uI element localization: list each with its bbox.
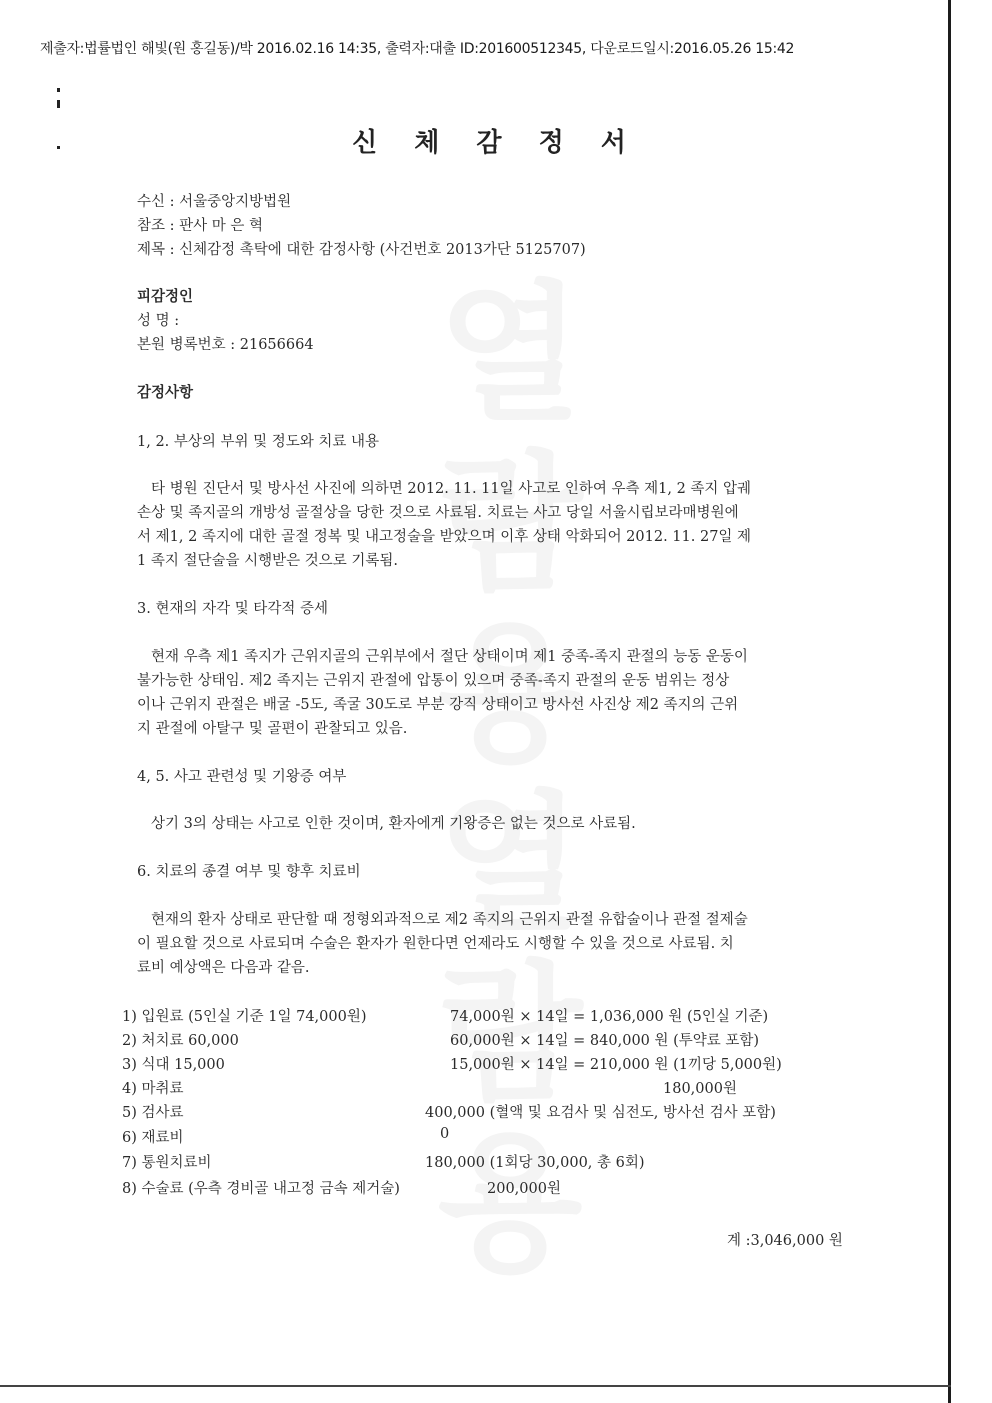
fee-item-label: 8) 수술료 (우측 경비골 내고정 금속 제거술)	[122, 1181, 400, 1197]
fee-item-calc: 200,000원	[487, 1181, 561, 1197]
paragraph-line: 서 제1, 2 족지에 대한 골절 정복 및 내고정술을 받았으며 이후 상태 악화되어 2012. 11. 27일 제	[137, 529, 752, 545]
section-heading: 4, 5. 사고 관련성 및 기왕증 여부	[137, 769, 347, 785]
submission-header-stamp: 제출자:법률법인 해빛(원 홍길동)/박 2016.02.16 14:35, 출력자:대출 ID:201600512345, 다운로드일시:2016.05.26 15:42	[40, 41, 795, 57]
paragraph-line: 상기 3의 상태는 사고로 인한 것이며, 환자에게 기왕증은 없는 것으로 사료됨.	[151, 816, 636, 832]
paragraph-line: 이 필요할 것으로 사료되며 수술은 환자가 원한다면 언제라도 시행할 수 있을 것으로 사료됨. 치	[137, 936, 734, 952]
reference-line: 참조 : 판사 마 은 혁	[137, 218, 263, 234]
fee-item-label: 2) 처치료 60,000	[122, 1033, 239, 1049]
fee-item-calc: 15,000원 × 14일 = 210,000 원 (1끼당 5,000원)	[450, 1057, 782, 1073]
paragraph-line: 손상 및 족지골의 개방성 골절상을 당한 것으로 사료됨. 치료는 사고 당일 서울시립보라매병원에	[137, 505, 739, 521]
paragraph-line: 타 병원 진단서 및 방사선 사진에 의하면 2012. 11. 11일 사고로 인하여 우측 제1, 2 족지 압궤	[151, 481, 752, 497]
fee-item-calc: 180,000원	[663, 1081, 737, 1097]
section-paragraph	[137, 477, 751, 573]
paragraph-line: 현재 우측 제1 족지가 근위지골의 근위부에서 절단 상태이며 제1 중족-족지 관절의 능동 운동이	[151, 649, 748, 665]
watermark-char	[438, 280, 583, 430]
section-heading: 1, 2. 부상의 부위 및 정도와 치료 내용	[137, 434, 380, 450]
total-amount: 계 :3,046,000 원	[727, 1233, 843, 1249]
fee-item-calc: 0	[440, 1126, 450, 1142]
fee-item-label: 1) 입원료 (5인실 기준 1일 74,000원)	[122, 1009, 367, 1025]
document-title: 신 체 감 정 서	[352, 128, 640, 158]
fee-item-calc: 60,000원 × 14일 = 840,000 원 (투약료 포함)	[450, 1033, 760, 1049]
scan-edge-bottom	[0, 1385, 951, 1387]
paragraph-line: 료비 예상액은 다음과 같음.	[137, 960, 310, 976]
subject-line: 제목 : 신체감정 촉탁에 대한 감정사항 (사건번호 2013가단 5125707)	[137, 242, 586, 258]
paragraph-line: 1 족지 절단술을 시행받은 것으로 기록됨.	[137, 553, 398, 569]
recipient-line: 수신 : 서울중앙지방법원	[137, 194, 292, 210]
fee-item-label: 7) 통원치료비	[122, 1155, 212, 1171]
section-heading: 6. 치료의 종결 여부 및 향후 치료비	[137, 864, 361, 880]
paragraph-line: 현재의 환자 상태로 판단할 때 정형외과적으로 제2 족지의 근위지 관절 유합술이나 관절 절제술	[151, 912, 748, 928]
fee-item-calc: 74,000원 × 14일 = 1,036,000 원 (5인실 기준)	[450, 1009, 769, 1025]
fee-item-calc: 180,000 (1회당 30,000, 총 6회)	[425, 1155, 645, 1171]
scan-edge-right	[948, 0, 951, 1403]
paragraph-line: 불가능한 상태임. 제2 족지는 근위지 관절에 압통이 있으며 중족-족지 관절의 운동 범위는 정상	[137, 673, 730, 689]
scan-mark	[57, 88, 60, 92]
fee-item-label: 3) 식대 15,000	[122, 1057, 225, 1073]
examinee-heading: 피감정인	[137, 288, 194, 305]
paragraph-line: 이나 근위지 관절은 배굴 -5도, 족굴 30도로 부분 강직 상태이고 방사선 사진상 제2 족지의 근위	[137, 697, 739, 713]
fee-item-label: 5) 검사료	[122, 1105, 184, 1121]
viewing-watermark	[300, 270, 720, 1290]
section-paragraph	[137, 645, 748, 741]
fee-item-calc: 400,000 (혈액 및 요검사 및 심전도, 방사선 검사 포함)	[425, 1105, 776, 1121]
section-paragraph	[137, 908, 748, 980]
fee-item-label: 4) 마취료	[122, 1081, 184, 1097]
examinee-record-number: 본원 병록번호 : 21656664	[137, 337, 314, 353]
section-paragraph	[137, 812, 636, 836]
scan-mark	[57, 100, 60, 108]
findings-heading: 감정사항	[137, 384, 194, 401]
section-heading: 3. 현재의 자각 및 타각적 증세	[137, 601, 328, 617]
examinee-name: 성 명 :	[137, 313, 180, 329]
paragraph-line: 지 관절에 아탈구 및 골편이 관찰되고 있음.	[137, 721, 408, 737]
fee-item-label: 6) 재료비	[122, 1130, 184, 1146]
